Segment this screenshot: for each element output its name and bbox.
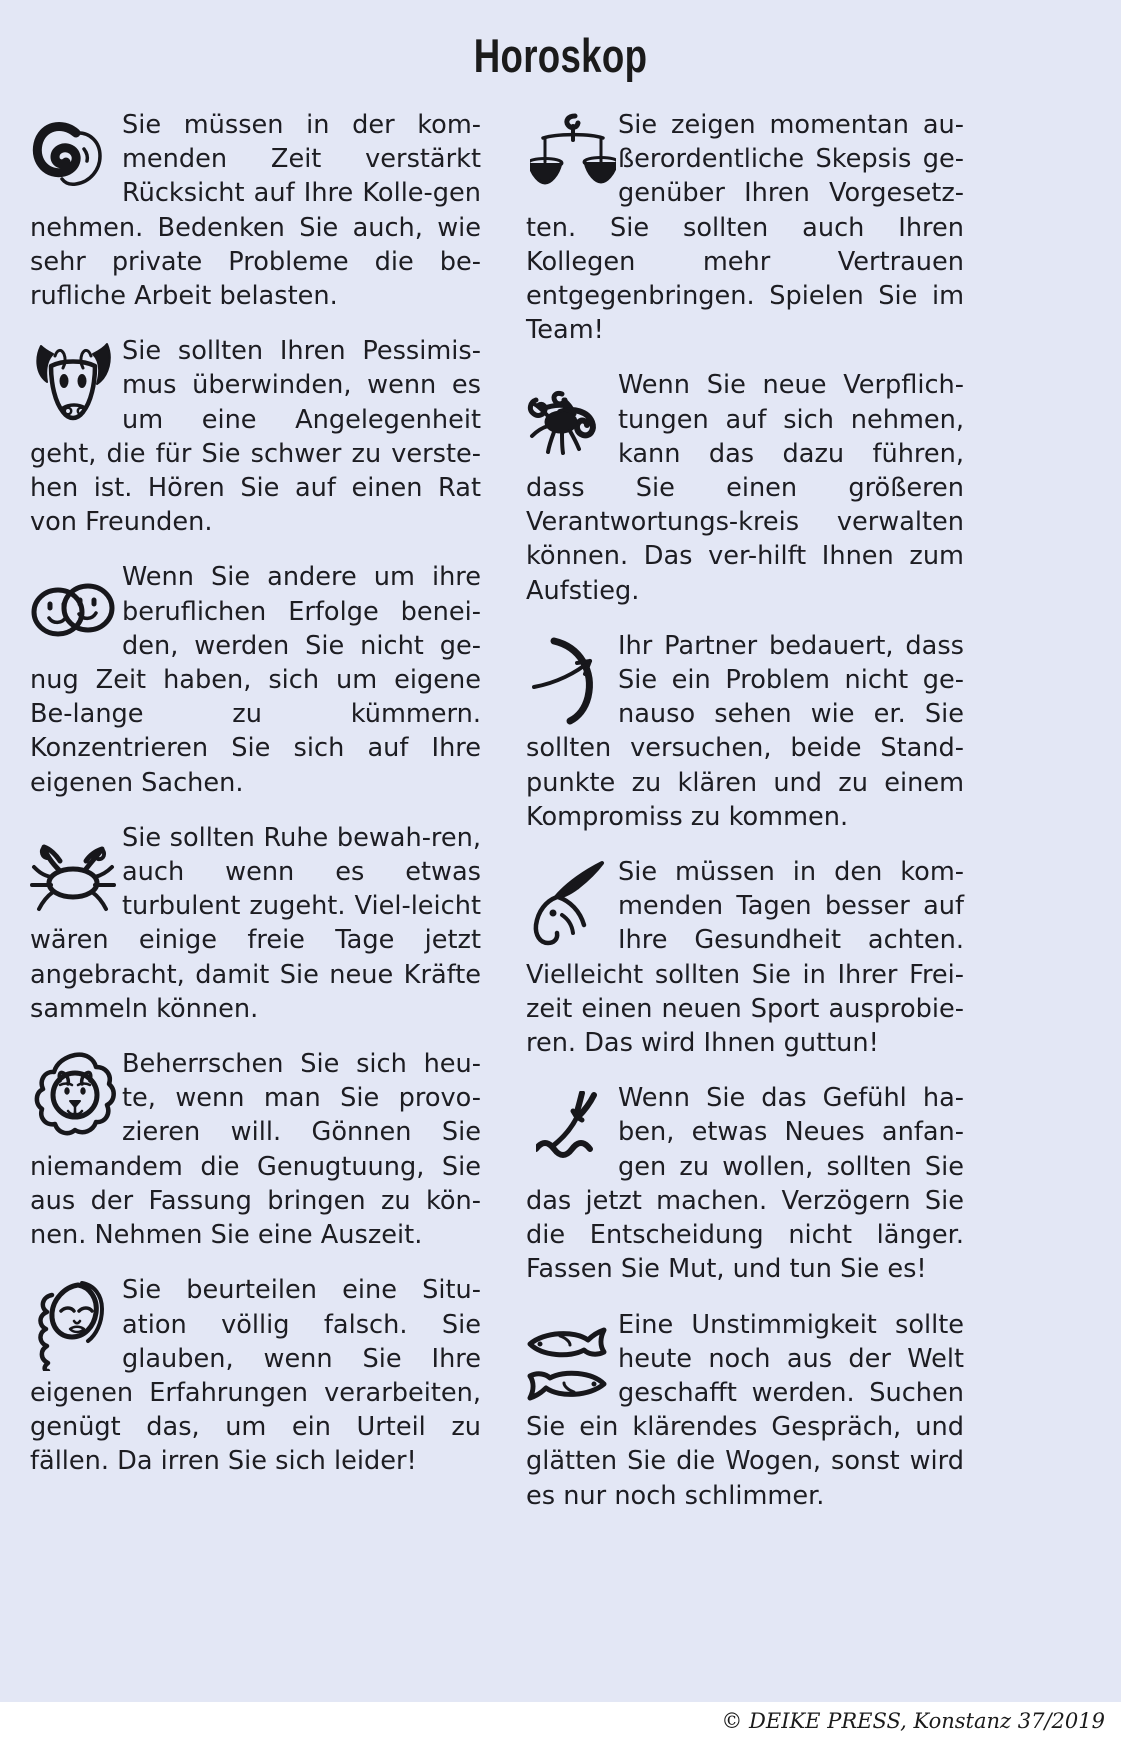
taurus-bull-icon — [30, 334, 116, 430]
gemini-twins-icon — [30, 560, 116, 656]
horoscope-entry-gemini — [30, 560, 481, 799]
column-right — [493, 108, 986, 1534]
scorpio-scorpion-icon — [526, 368, 612, 464]
page-title: Horoskop — [473, 29, 648, 82]
leo-lion-icon — [30, 1047, 116, 1143]
horoscope-entry-cancer — [30, 821, 481, 1026]
horoscope-entry-capricorn — [526, 855, 964, 1060]
horoscope-text: Wenn Sie das Gefühl ha-ben, etwas Neues anfan-gen zu wollen, sollten Sie das jetzt machen. Verzögern Sie die Entscheidung nicht länger. Fassen Sie Mut, und tun Sie es! — [526, 1083, 964, 1285]
horoscope-entry-aries — [30, 108, 481, 313]
horoscope-text: Wenn Sie andere um ihre beruflichen Erfolge benei-den, werden Sie nicht ge-nug Zeit haben, sich um eigene Be-lange zu kümmern. Konzentrieren Sie sich auf Ihre eigenen Sachen. — [30, 562, 481, 798]
horoscope-columns — [0, 108, 1121, 1534]
footer — [0, 1702, 1121, 1739]
horoscope-entry-scorpio — [526, 368, 964, 607]
horoscope-text: Wenn Sie neue Verpflich-tungen auf sich nehmen, kann das dazu führen, dass Sie einen größeren Verantwortungs-kreis verwalten können. Das ver-hilft Ihnen zum Aufstieg. — [526, 370, 964, 606]
copyright-credit: © DEIKE PRESS, Konstanz 37/2019 — [721, 1708, 1105, 1733]
cancer-crab-icon — [30, 821, 116, 917]
horoscope-entry-aquarius — [526, 1081, 964, 1286]
horoscope-text: Eine Unstimmigkeit sollte heute noch aus der Welt geschafft werden. Suchen Sie ein klärendes Gespräch, und glätten Sie die Wogen, sonst wird es nur noch schlimmer. — [526, 1309, 964, 1511]
horoscope-text: Beherrschen Sie sich heu-te, wenn man Sie provo-zieren will. Gönnen Sie niemandem die Genugtuung, Sie aus der Fassung bringen zu kön-nen. Nehmen Sie eine Auszeit. — [30, 1049, 481, 1251]
sagittarius-bow-icon — [526, 629, 612, 725]
horoscope-text: Sie müssen in den kom-menden Tagen besser auf Ihre Gesundheit achten. Vielleicht sollten Sie in Ihrer Frei-zeit einen neuen Sport ausprobie-ren. Das wird Ihnen guttun! — [526, 857, 964, 1059]
horoscope-text: Sie sollten Ruhe bewah-ren, auch wenn es etwas turbulent zugeht. Viel-leicht wären einige freie Tage jetzt angebracht, damit Sie neue Kräfte sammeln können. — [30, 822, 481, 1024]
horoscope-entry-sagittarius — [526, 629, 964, 834]
horoscope-entry-leo — [30, 1047, 481, 1252]
horoscope-entry-pisces — [526, 1308, 964, 1513]
horoscope-entry-libra — [526, 108, 964, 347]
pisces-fish-icon — [526, 1308, 612, 1404]
horoscope-text: Sie sollten Ihren Pessimis-mus überwinden, wenn es um eine Angelegenheit geht, die für Sie schwer zu verste-hen ist. Hören Sie auf einen Rat von Freunden. — [30, 336, 481, 538]
horoscope-entry-virgo — [30, 1273, 481, 1478]
column-left — [0, 108, 493, 1534]
horoscope-text: Sie beurteilen eine Situ-ation völlig falsch. Sie glauben, wenn Sie Ihre eigenen Erfahrungen verarbeiten, genügt das, um ein Urteil zu fällen. Da irren Sie sich leider! — [30, 1275, 481, 1477]
horoscope-text: Sie müssen in der kom-menden Zeit verstärkt Rücksicht auf Ihre Kolle-gen nehmen. Bedenken Sie auch, wie sehr private Probleme die be-rufliche Arbeit belasten. — [30, 110, 481, 312]
horoscope-text: Sie zeigen momentan au-ßerordentliche Skepsis ge-genüber Ihren Vorgesetz-ten. Sie sollten auch Ihren Kollegen mehr Vertrauen entgegenbringen. Spielen Sie im Team! — [526, 110, 964, 346]
capricorn-goat-icon — [526, 855, 612, 951]
virgo-maiden-icon — [30, 1273, 116, 1369]
horoscope-entry-taurus — [30, 334, 481, 539]
horoscope-text: Ihr Partner bedauert, dass Sie ein Problem nicht ge-nauso sehen wie er. Sie sollten versuchen, beide Stand-punkte zu klären und zu einem Kompromiss zu kommen. — [526, 630, 964, 832]
libra-scales-icon — [526, 108, 612, 204]
aquarius-waterbearer-icon — [526, 1081, 612, 1177]
aries-ram-icon — [30, 108, 116, 204]
